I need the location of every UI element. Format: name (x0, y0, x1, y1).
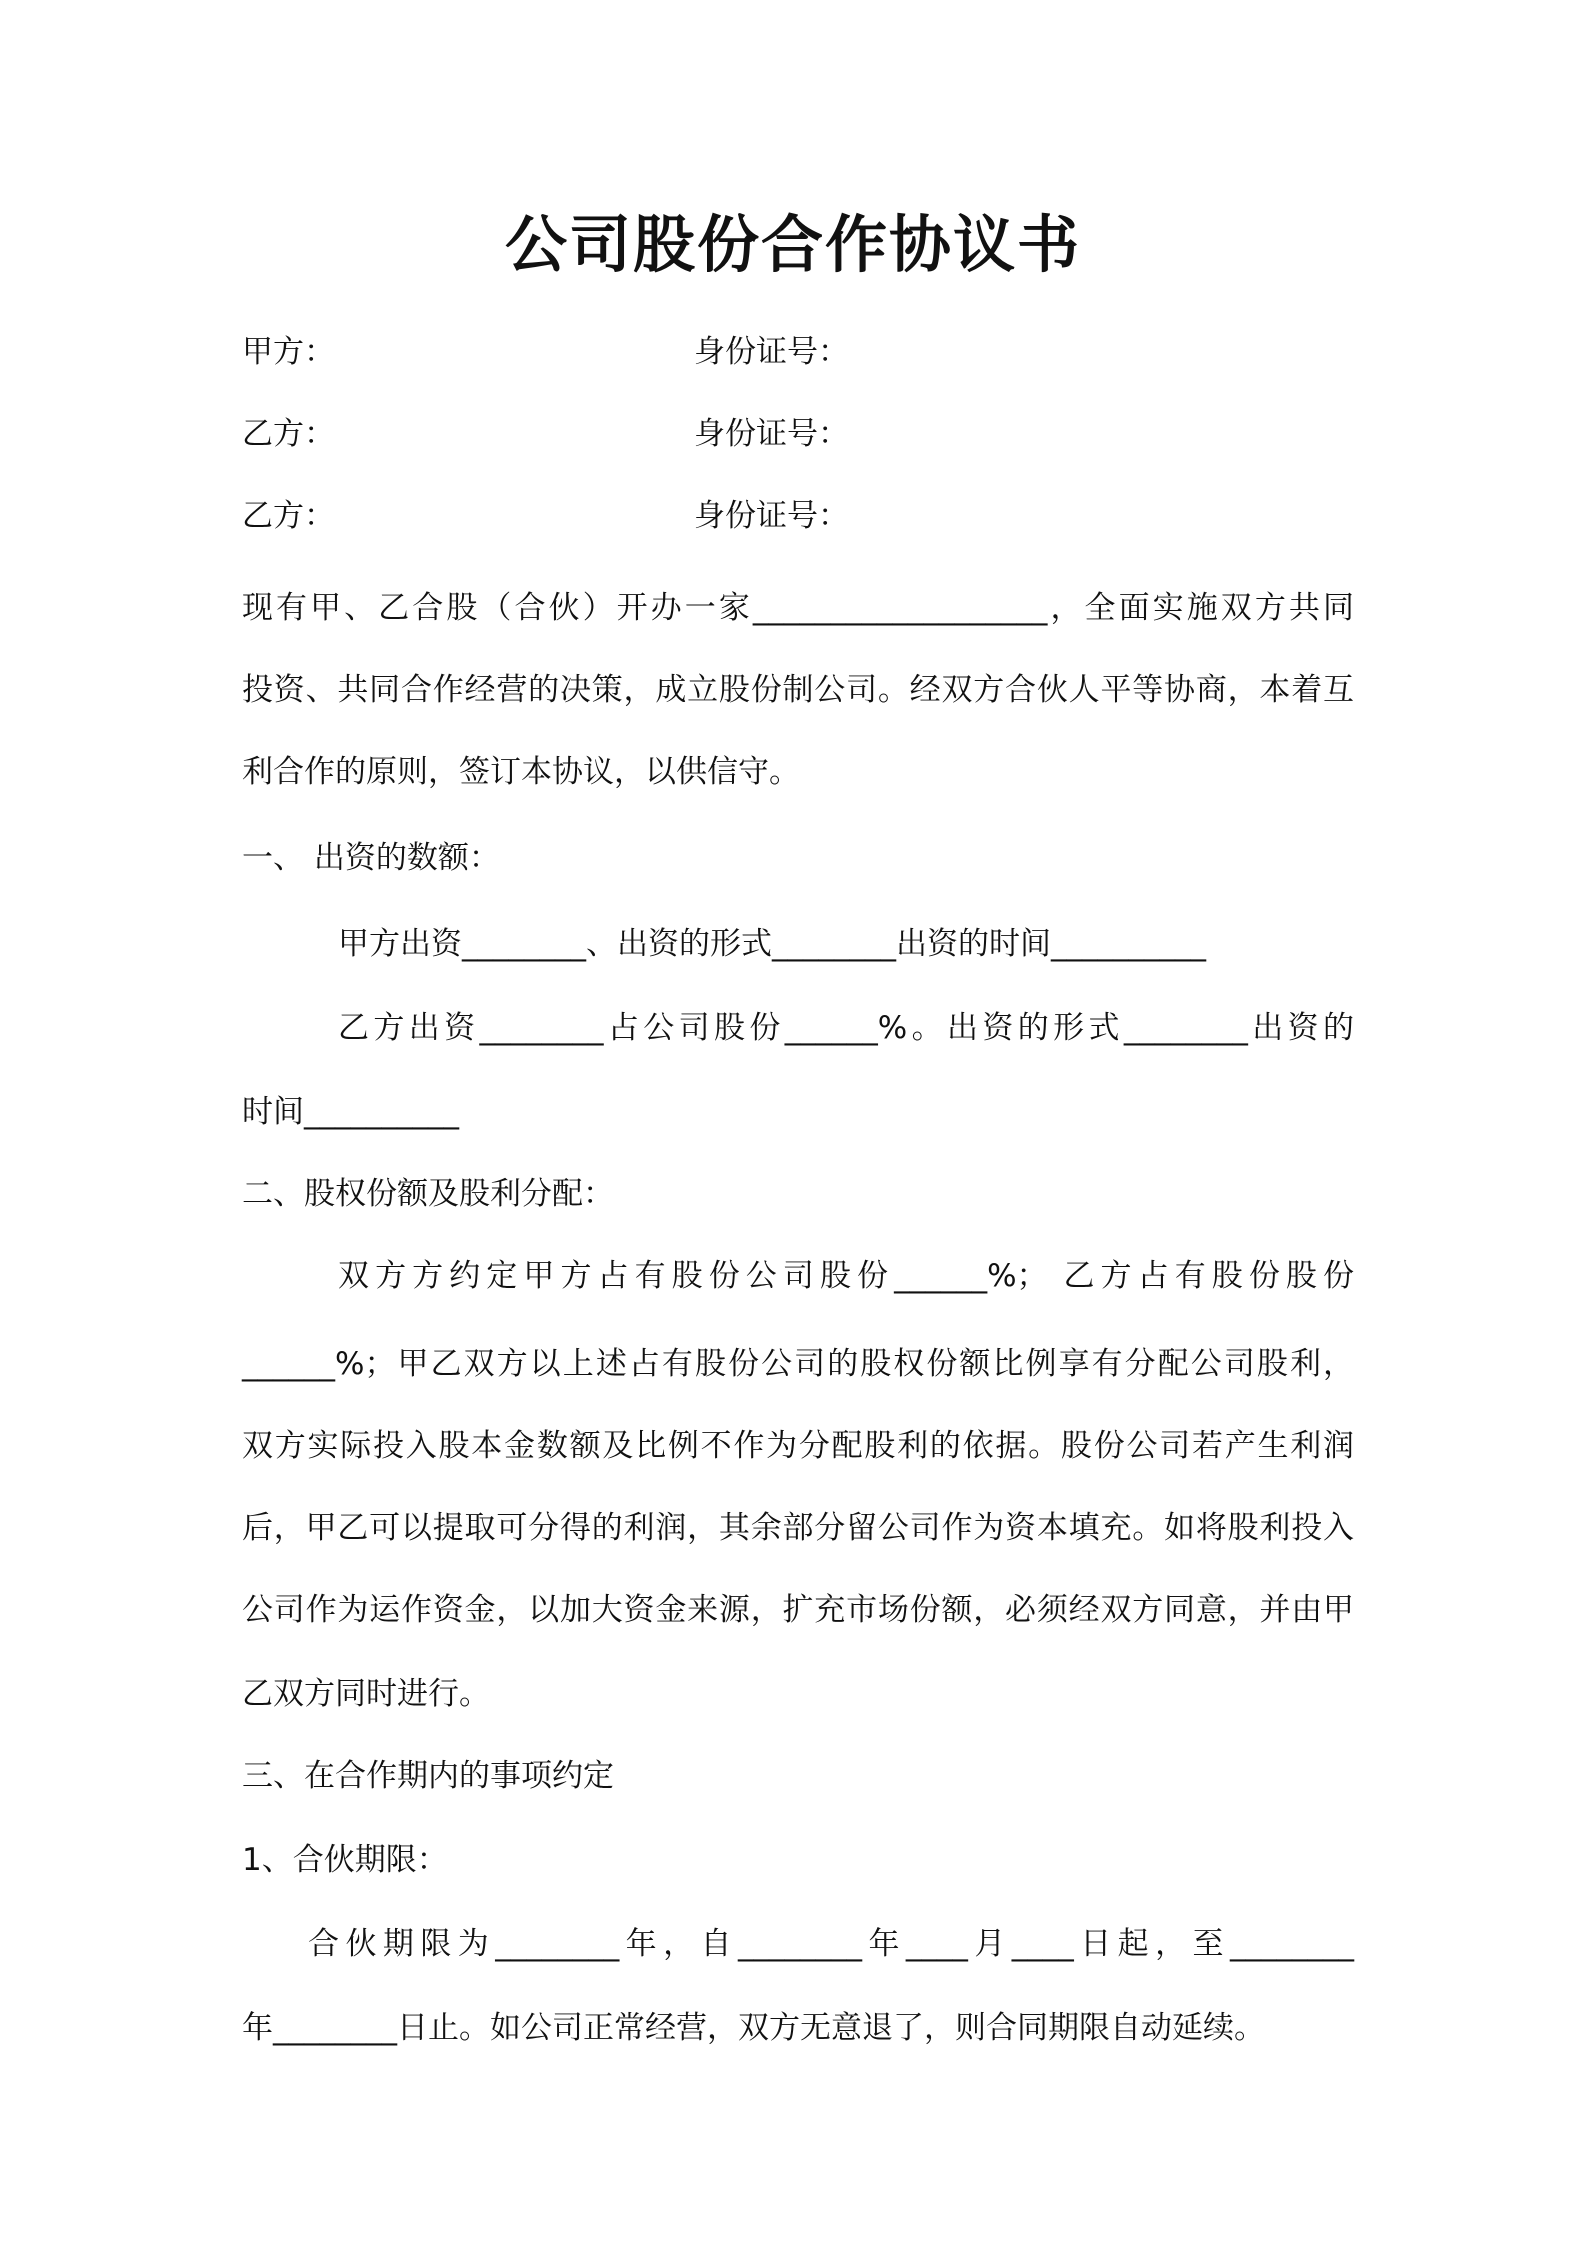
party-a-id-label: 身份证号： (694, 334, 849, 370)
section-line: 乙方出资________占公司股份______%。出资的形式________出资的 (338, 1010, 1354, 1046)
section-line: 公司作为运作资金，以加大资金来源，扩充市场份额，必须经双方同意，并由甲 (242, 1592, 1354, 1628)
party-b-label: 乙方： (242, 416, 335, 452)
section-line: 乙双方同时进行。 (242, 1676, 490, 1712)
section-line: 后，甲乙可以提取可分得的利润，其余部分留公司作为资本填充。如将股利投入 (242, 1510, 1354, 1546)
section-line: 双方实际投入股本金数额及比例不作为分配股利的依据。股份公司若产生利润 (242, 1428, 1354, 1464)
section-line: 合伙期限为________年，自________年____月____日起，至________ (308, 1926, 1354, 1962)
section-line: 甲方出资________、出资的形式________出资的时间__________ (338, 926, 1206, 962)
intro-line: 利合作的原则，签订本协议，以供信守。 (242, 754, 800, 790)
section-heading: 一、 出资的数额： (242, 840, 500, 876)
party-c-label: 乙方： (242, 498, 335, 534)
intro-line: 投资、共同合作经营的决策，成立股份制公司。经双方合伙人平等协商，本着互 (242, 672, 1354, 708)
party-c-id-label: 身份证号： (694, 498, 849, 534)
section-line: ______%；甲乙双方以上述占有股份公司的股权份额比例享有分配公司股利， (242, 1346, 1354, 1382)
party-b-id-label: 身份证号： (694, 416, 849, 452)
section-line: 年________日止。如公司正常经营，双方无意退了，则合同期限自动延续。 (242, 2010, 1265, 2046)
section-heading: 二、股权份额及股利分配： (242, 1176, 614, 1212)
intro-line: 现有甲、乙合股（合伙）开办一家___________________，全面实施双方共同 (242, 590, 1354, 626)
document-title: 公司股份合作协议书 (504, 208, 1081, 281)
subsection-heading: 1、合伙期限： (242, 1842, 448, 1878)
section-heading: 三、在合作期内的事项约定 (242, 1758, 614, 1794)
party-a-label: 甲方： (242, 334, 335, 370)
section-line: 双方方约定甲方占有股份公司股份______%； 乙方占有股份股份 (338, 1258, 1354, 1294)
section-line: 时间__________ (242, 1094, 459, 1130)
